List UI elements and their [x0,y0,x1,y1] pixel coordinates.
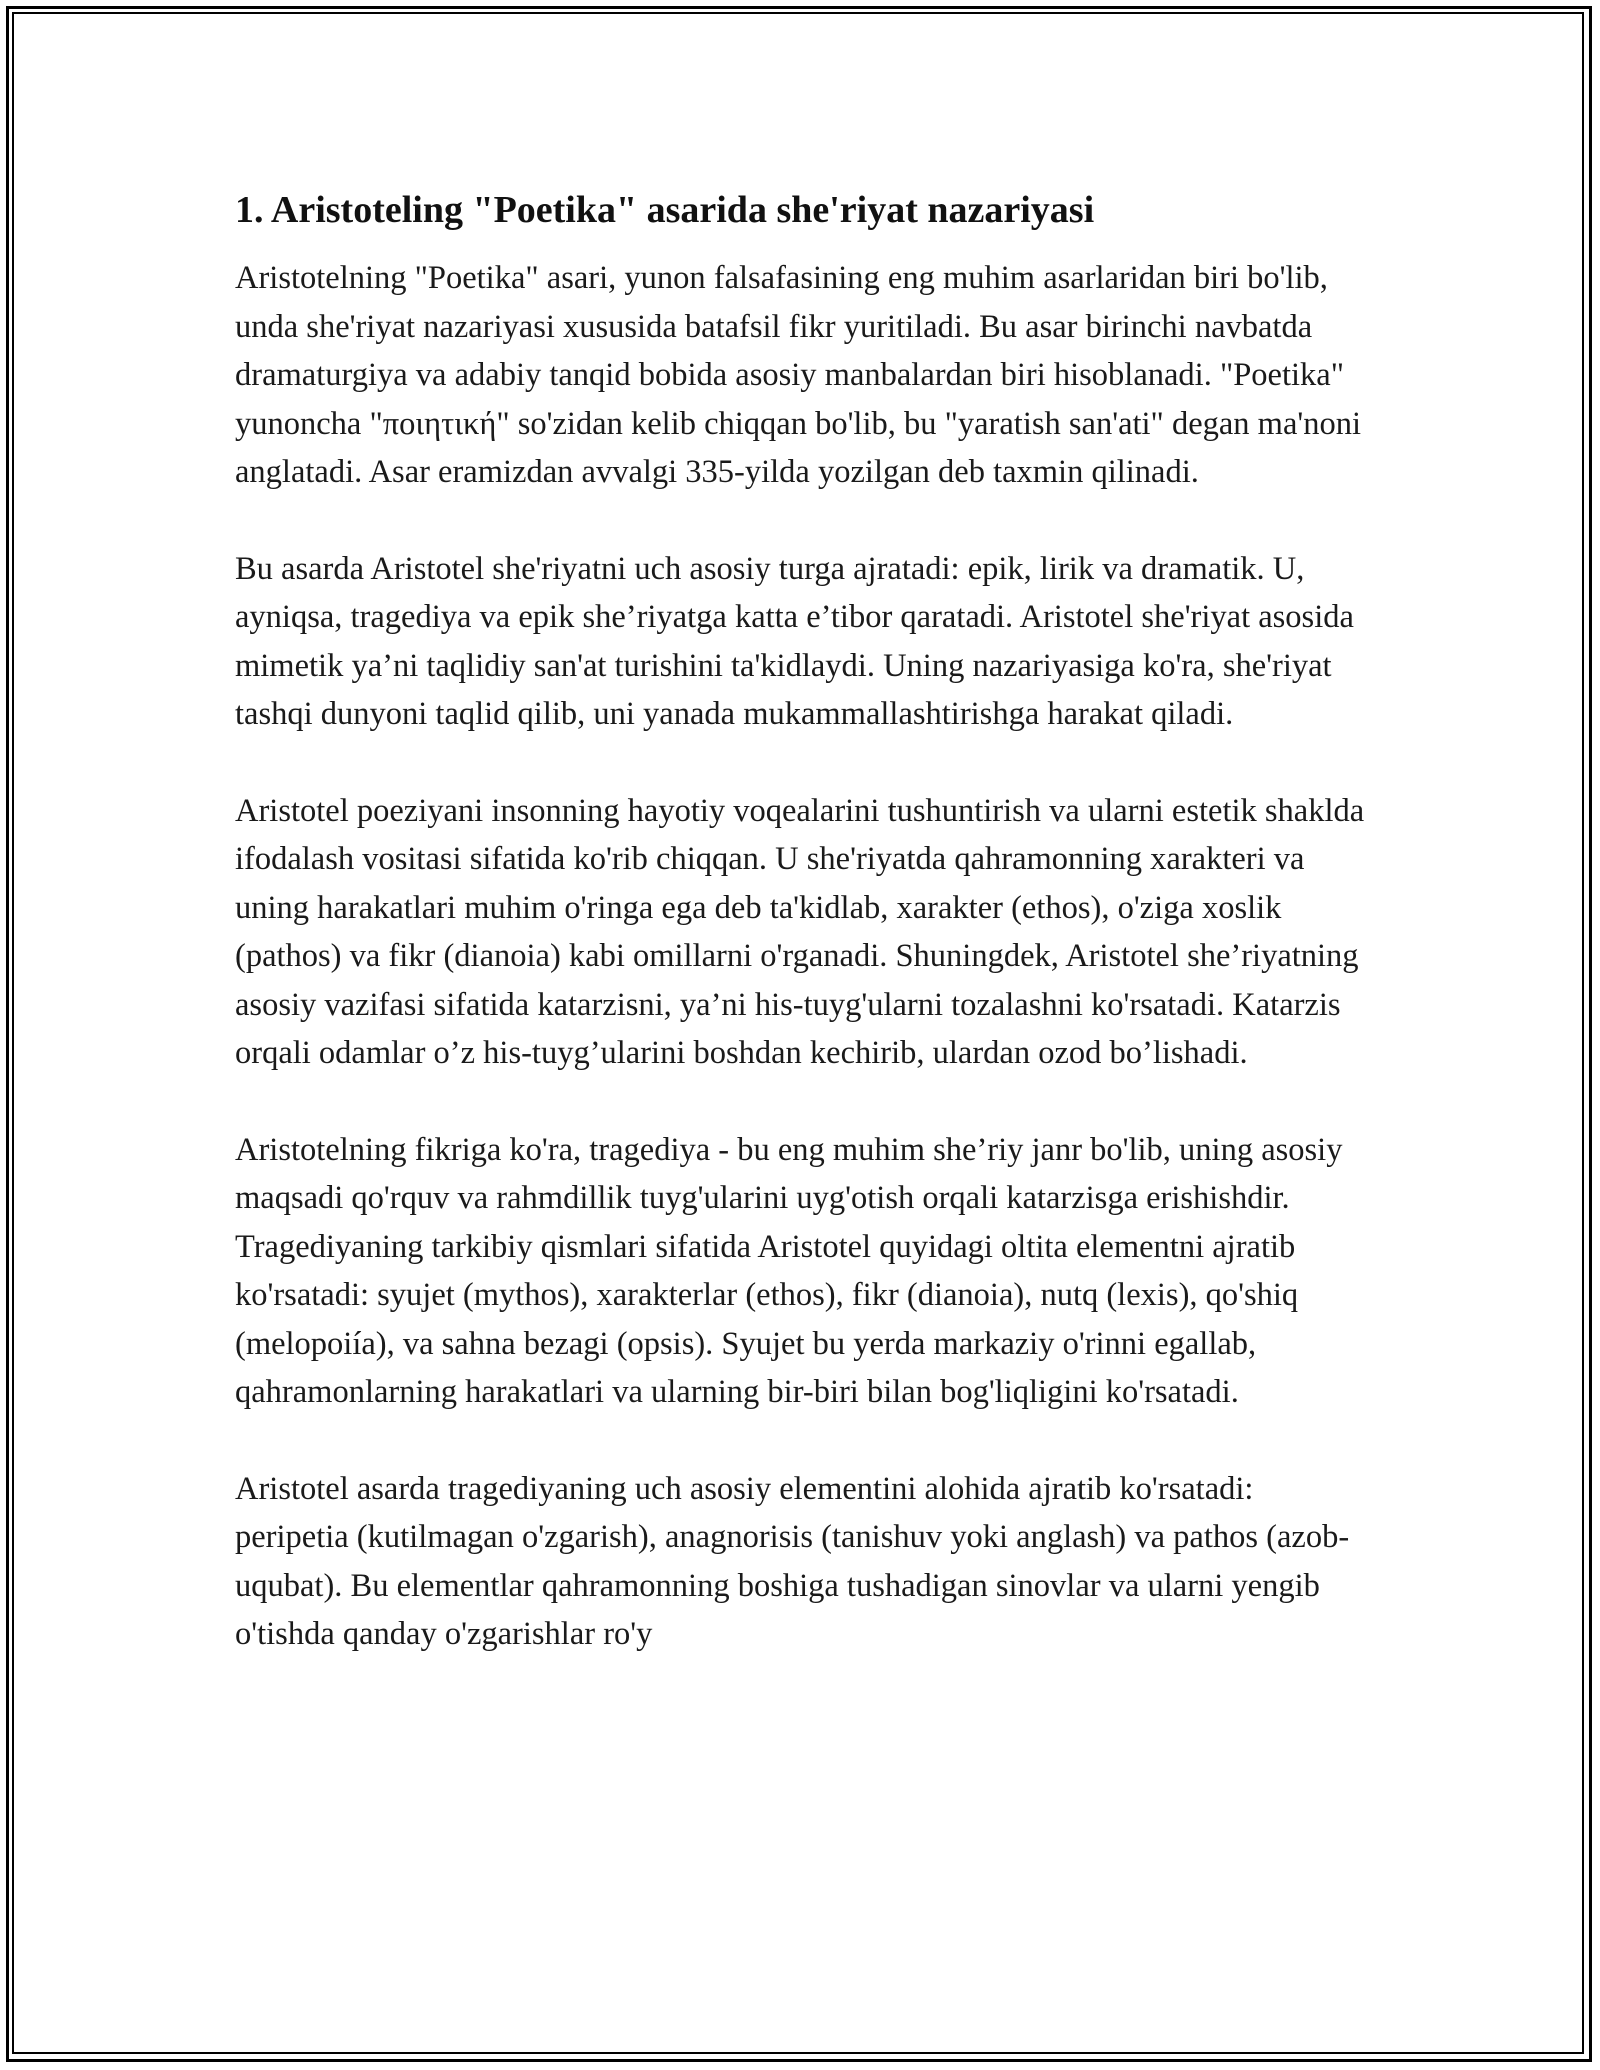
paragraph-2: Bu asarda Aristotel she'riyatni uch asosiy turga ajratadi: epik, lirik va dramatik. U, ayniqsa, tragediya va epik she’riyatga katta e’tibor qaratadi. Aristotel she'riyat asosida mimetik ya’ni taqlidiy san'at turishini ta'kidlaydi. Uning nazariyasiga ko'ra, she'riyat tashqi dunyoni taqlid qilib, uni yanada mukammallashtirishga harakat qiladi. [235,550,1354,732]
section-heading: 1. Aristoteling "Poetika" asarida she'riyat nazariyasi [235,189,1095,231]
paragraph-3: Aristotel poeziyani insonning hayotiy voqealarini tushuntirish va ularni estetik shaklda ifodalash vositasi sifatida ko'rib chiqqan. U she'riyatda qahramonning xarakteri va uning harakatlari muhim o'ringa ega deb ta'kidlab, xarakter (ethos), o'ziga xoslik (pathos) va fikr (dianoia) kabi omillarni o'rganadi. Shuningdek, Aristotel she’riyatning asosiy vazifasi sifatida katarzisni, ya’ni his-tuyg'ularni tozalashni ko'rsatadi. Katarzis orqali odamlar o’z his-tuyg’ularini boshdan kechirib, ulardan ozod bo’lishadi. [235,792,1365,1071]
paragraph-5: Aristotel asarda tragediyaning uch asosiy elementini alohida ajratib ko'rsatadi: peripetia (kutilmagan o'zgarish), anagnorisis (tanishuv yoki anglash) va pathos (azob-uqubat). Bu elementlar qahramonning boshiga tushadigan sinovlar va ularni yengib o'tishda qanday o'zgarishlar ro'y [235,1470,1350,1652]
document-body [235,186,1370,1707]
paragraph-4: Aristotelning fikriga ko'ra, tragediya - bu eng muhim she’riy janr bo'lib, uning asosiy maqsadi qo'rquv va rahmdillik tuyg'ularini uyg'otish orqali katarzisga erishishdir. Tragediyaning tarkibiy qismlari sifatida Aristotel quyidagi oltita elementni ajratib ko'rsatadi: syujet (mythos), xarakterlar (ethos), fikr (dianoia), nutq (lexis), qo'shiq (melopoiía), va sahna bezagi (opsis). Syujet bu yerda markaziy o'rinni egallab, qahramonlarning harakatlari va ularning bir-biri bilan bog'liqligini ko'rsatadi. [235,1131,1343,1410]
paragraph-1: Aristotelning "Poetika" asari, yunon falsafasining eng muhim asarlaridan biri bo'lib, unda she'riyat nazariyasi xususida batafsil fikr yuritiladi. Bu asar birinchi navbatda dramaturgiya va adabiy tanqid bobida asosiy manbalardan biri hisoblanadi. "Poetika" yunoncha "ποιητική" so'zidan kelib chiqqan bo'lib, bu "yaratish san'ati" degan ma'noni anglatadi. Asar eramizdan avvalgi 335-yilda yozilgan deb taxmin qilinadi. [235,260,1362,490]
